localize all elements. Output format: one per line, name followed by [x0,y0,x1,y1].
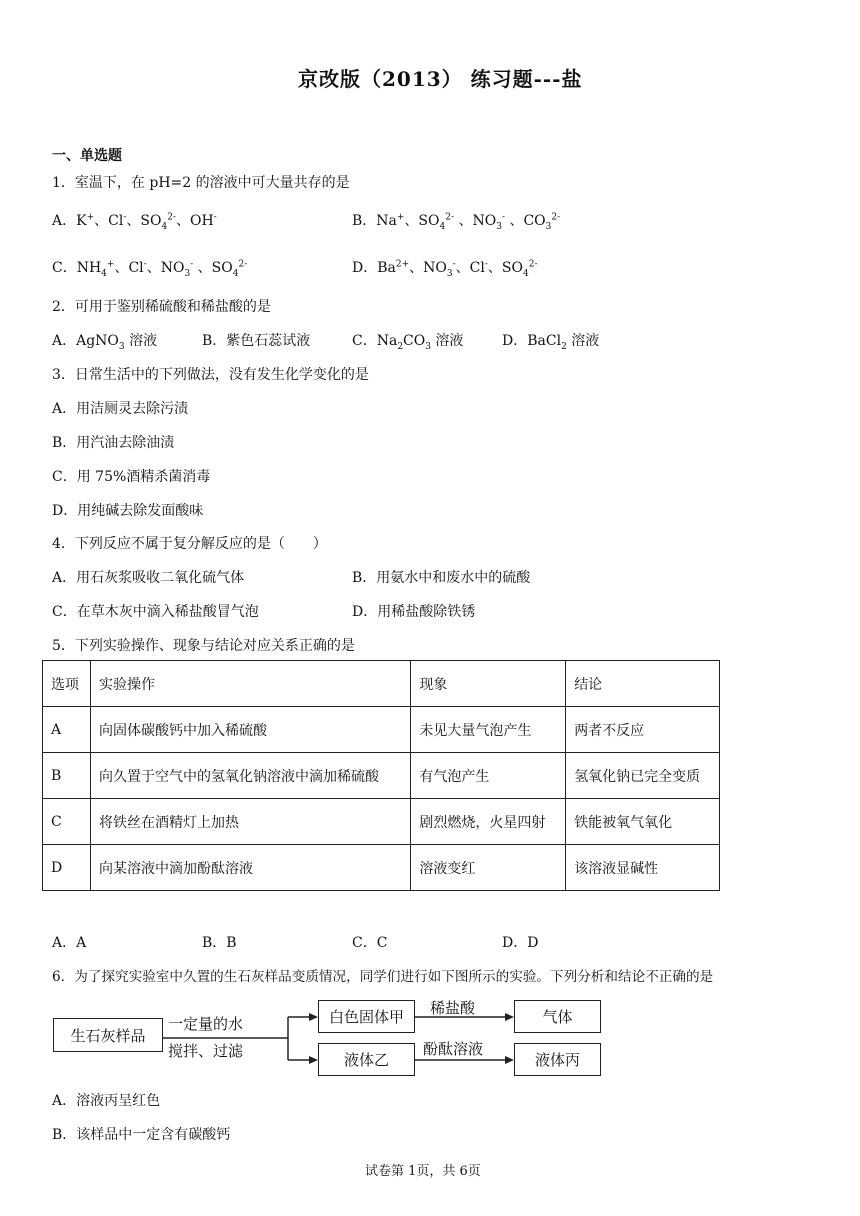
flow-label-acid: 稀盐酸 [430,999,476,1017]
table-header-cell: 结论 [566,661,720,707]
table-cell: 向久置于空气中的氢氧化钠溶液中滴加稀硫酸 [90,753,410,799]
table-header-row [43,661,720,707]
question-4-option-b: B．用氨水中和废水中的硫酸 [352,570,531,586]
question-1-option-b: B．Na+、$SO_4^{2-}$ 、$NO_3^-$ 、$CO_3^{2-}$ [352,212,561,232]
question-1-option-d: D．$Ba^{2+}$、$NO_3^-$、Cl-、$SO_4^{2-}$ [352,259,538,279]
question-3-stem: 3．日常生活中的下列做法，没有发生化学变化的是 [52,367,369,383]
table-header-cell: 现象 [411,661,566,707]
table-cell: B [43,753,91,799]
question-6-option-b: B．该样品中一定含有碳酸钙 [52,1127,231,1143]
table-cell: 溶液变红 [411,845,566,891]
flow-box-sample: 生石灰样品 [53,1018,163,1052]
table-cell: 氢氧化钠已完全变质 [566,753,720,799]
page-title: 京改版（2013） 练习题---盐 [298,67,583,91]
table-cell: 该溶液显碱性 [566,845,720,891]
table-cell: C [43,799,91,845]
flowchart [50,995,610,1085]
question-6-stem: 6．为了探究实验室中久置的生石灰样品变质情况，同学们进行如下图所示的实验。下列分析和结论不正确的是 [52,969,714,985]
flow-label-filter: 搅拌、过滤 [168,1042,244,1060]
table-cell: 将铁丝在酒精灯上加热 [90,799,410,845]
question-5-stem: 5．下列实验操作、现象与结论对应关系正确的是 [52,638,355,654]
question-5-option-d: D．D [502,935,539,951]
question-5-option-b: B．B [202,935,237,951]
question-1-stem: 1．室温下，在 pH=2 的溶液中可大量共存的是 [52,175,350,191]
section-heading: 一、单选题 [52,148,122,164]
question-4-stem: 4．下列反应不属于复分解反应的是（ ） [52,536,327,552]
question-4-option-c: C．在草木灰中滴入稀盐酸冒气泡 [52,604,259,620]
question-2-option-d: D．BaCl$_2$ 溶液 [502,333,600,352]
question-1-option-a: A．K+、Cl-、$SO_4^{2-}$、OH- [52,212,217,232]
question-5-table [42,660,720,891]
question-2-option-b: B．紫色石蕊试液 [202,333,311,349]
question-6-option-a: A．溶液丙呈红色 [52,1093,161,1109]
table-row [43,799,720,845]
question-2-option-a: A．AgNO$_3$ 溶液 [52,333,158,352]
question-3-option-c: C．用 75%酒精杀菌消毒 [52,469,211,485]
flow-box-solid: 白色固体甲 [318,1000,415,1033]
flow-box-gas: 气体 [514,1000,601,1033]
table-header-cell: 实验操作 [90,661,410,707]
table-cell: 向某溶液中滴加酚酞溶液 [90,845,410,891]
table-cell: 未见大量气泡产生 [411,707,566,753]
table-cell: 两者不反应 [566,707,720,753]
question-3-option-b: B．用汽油去除油渍 [52,435,175,451]
table-cell: 向固体碳酸钙中加入稀硫酸 [90,707,410,753]
question-4-option-a: A．用石灰浆吸收二氧化硫气体 [52,570,245,586]
table-row [43,753,720,799]
question-3-option-a: A．用洁厕灵去除污渍 [52,401,189,417]
table-cell: 剧烈燃烧，火星四射 [411,799,566,845]
flow-box-liquid: 液体乙 [318,1043,415,1076]
question-4-option-d: D．用稀盐酸除铁锈 [352,604,476,620]
table-cell: 有气泡产生 [411,753,566,799]
question-3-option-d: D．用纯碱去除发面酸味 [52,503,204,519]
question-5-option-a: A．A [52,935,87,951]
table-cell: 铁能被氧气氧化 [566,799,720,845]
question-1-option-c: C．$NH_4^+$、Cl-、$NO_3^-$ 、$SO_4^{2-}$ [52,259,248,279]
table-cell: A [43,707,91,753]
table-cell: D [43,845,91,891]
table-row [43,845,720,891]
question-5-option-c: C．C [352,935,388,951]
flow-box-liquid-c: 液体丙 [514,1043,601,1076]
table-row [43,707,720,753]
question-2-stem: 2．可用于鉴别稀硫酸和稀盐酸的是 [52,299,271,315]
table-header-cell: 选项 [43,661,91,707]
page-footer: 试卷第 1页，共 6页 [365,1164,481,1179]
flow-label-water: 一定量的水 [168,1015,244,1033]
flow-label-phenolphthalein: 酚酞溶液 [423,1040,484,1058]
question-2-option-c: C．$Na_2CO_3$ 溶液 [352,333,464,352]
